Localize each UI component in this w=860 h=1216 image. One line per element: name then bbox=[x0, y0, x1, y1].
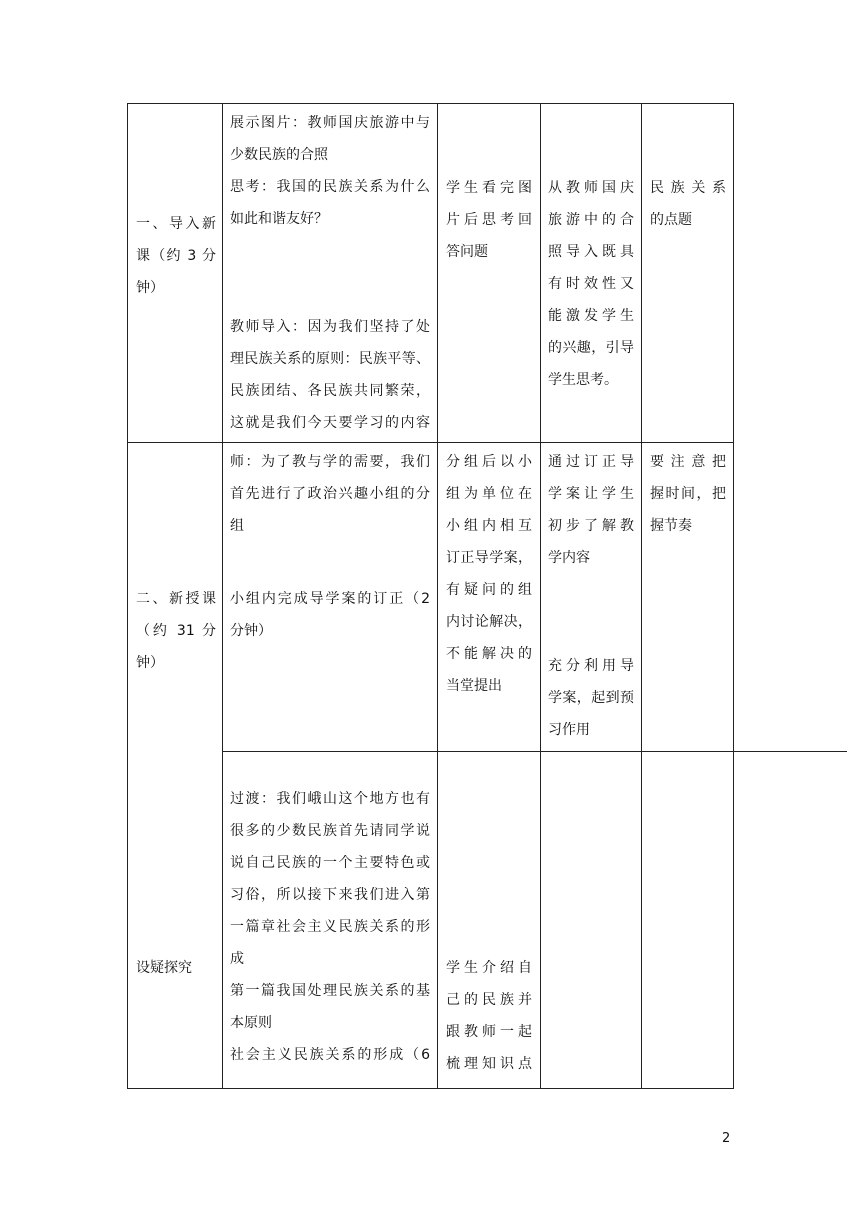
row2-design-intent-2 bbox=[548, 650, 634, 746]
text-line: 能激发学生 bbox=[548, 308, 634, 324]
text-line: 民族团结、各民族共同繁荣， bbox=[230, 383, 430, 399]
text-line: 一篇章社会主义民族关系的形 bbox=[230, 919, 430, 935]
row3-stage bbox=[136, 952, 216, 984]
text-line: 习作用 bbox=[548, 722, 590, 738]
row1-note bbox=[650, 172, 726, 236]
text-line: 钟） bbox=[136, 280, 164, 296]
row2-teacher-activity bbox=[230, 446, 430, 542]
row2-teacher-task bbox=[230, 583, 430, 647]
text-line: 当堂提出 bbox=[446, 678, 502, 694]
table-bottom-border bbox=[127, 1088, 734, 1089]
row1-teacher-intro bbox=[230, 311, 430, 439]
text-line: 通过订正导 bbox=[548, 454, 634, 470]
text-line: 的点题 bbox=[650, 212, 692, 228]
column-border-1 bbox=[222, 103, 223, 1089]
text-line: 从教师国庆 bbox=[548, 180, 634, 196]
row-divider-2 bbox=[222, 751, 847, 752]
text-line: 学内容 bbox=[548, 550, 590, 566]
text-line: 很多的少数民族首先请同学说 bbox=[230, 823, 430, 839]
row1-design-intent bbox=[548, 172, 634, 396]
text-line: 充分利用导 bbox=[548, 658, 634, 674]
row2-design-intent bbox=[548, 446, 634, 574]
text-line: 学生看完图 bbox=[446, 180, 532, 196]
text-line: 照导入既具 bbox=[548, 244, 634, 260]
text-line: 学生介绍自 bbox=[446, 960, 532, 976]
text-line: 初步了解教 bbox=[548, 518, 634, 534]
column-border-right bbox=[733, 103, 734, 1089]
text-line: 课（约 3 分 bbox=[136, 248, 216, 264]
text-line: 展示图片：教师国庆旅游中与 bbox=[230, 115, 430, 131]
text-line: 有时效性又 bbox=[548, 276, 634, 292]
text-line: 小组内完成导学案的订正（2 bbox=[230, 591, 430, 607]
row1-student-activity bbox=[446, 172, 532, 268]
text-line: 说自己民族的一个主要特色或 bbox=[230, 855, 430, 871]
text-line: 的兴趣，引导 bbox=[548, 340, 634, 356]
text-line: 成 bbox=[230, 951, 244, 967]
page-number: 2 bbox=[722, 1131, 731, 1146]
text-line: 答问题 bbox=[446, 244, 488, 260]
text-line: 不能解决的 bbox=[446, 646, 532, 662]
text-line: 过渡：我们峨山这个地方也有 bbox=[230, 791, 430, 807]
text-line: 教师导入：因为我们坚持了处 bbox=[230, 319, 430, 335]
text-line: （约 31 分 bbox=[136, 623, 216, 639]
row1-teacher-activity bbox=[230, 107, 430, 235]
column-border-2 bbox=[437, 103, 438, 1089]
text-line: 要注意把 bbox=[650, 454, 726, 470]
row2-note bbox=[650, 446, 726, 542]
text-line: 小组内相互 bbox=[446, 518, 532, 534]
text-line: 有疑问的组 bbox=[446, 582, 532, 598]
text-line: 师：为了教与学的需要，我们 bbox=[230, 454, 430, 470]
text-line: 梳理知识点 bbox=[446, 1056, 532, 1072]
text-line: 第一篇我国处理民族关系的基 bbox=[230, 983, 430, 999]
text-line: 学案，起到预 bbox=[548, 690, 634, 706]
text-line: 片后思考回 bbox=[446, 212, 532, 228]
text-line: 如此和谐友好？ bbox=[230, 211, 328, 227]
text-line: 习俗，所以接下来我们进入第 bbox=[230, 887, 430, 903]
column-border-left bbox=[127, 103, 128, 1089]
row2-student-activity bbox=[446, 446, 532, 702]
table-top-border bbox=[127, 103, 734, 104]
text-line: 少数民族的合照 bbox=[230, 147, 328, 163]
text-line: 握节奏 bbox=[650, 518, 692, 534]
text-line: 本原则 bbox=[230, 1015, 272, 1031]
row1-stage bbox=[136, 208, 216, 304]
text-line: 首先进行了政治兴趣小组的分 bbox=[230, 486, 430, 502]
text-line: 设疑探究 bbox=[136, 960, 192, 976]
text-line: 钟） bbox=[136, 655, 164, 671]
text-line: 思考：我国的民族关系为什么 bbox=[230, 179, 430, 195]
text-line: 这就是我们今天要学习的内容 bbox=[230, 415, 430, 431]
text-line: 社会主义民族关系的形成（6 bbox=[230, 1047, 430, 1063]
row2-stage bbox=[136, 583, 216, 679]
text-line: 订正导学案， bbox=[446, 550, 532, 566]
text-line: 握时间，把 bbox=[650, 486, 726, 502]
text-line: 学案让学生 bbox=[548, 486, 634, 502]
column-border-3 bbox=[540, 103, 541, 1089]
text-line: 组为单位在 bbox=[446, 486, 532, 502]
text-line: 民族关系 bbox=[650, 180, 726, 196]
text-line: 分组后以小 bbox=[446, 454, 532, 470]
column-border-4 bbox=[641, 103, 642, 1089]
text-line: 分钟） bbox=[230, 623, 272, 639]
text-line: 一、导入新 bbox=[136, 216, 216, 232]
text-line: 内讨论解决， bbox=[446, 614, 532, 630]
text-line: 学生思考。 bbox=[548, 372, 618, 388]
text-line: 跟教师一起 bbox=[446, 1024, 532, 1040]
text-line: 理民族关系的原则：民族平等、 bbox=[230, 351, 430, 367]
text-line: 旅游中的合 bbox=[548, 212, 634, 228]
row3-teacher-activity bbox=[230, 783, 430, 1071]
row3-student-activity bbox=[446, 952, 532, 1080]
text-line: 二、新授课 bbox=[136, 591, 216, 607]
text-line: 己的民族并 bbox=[446, 992, 532, 1008]
row-divider-1 bbox=[127, 442, 734, 443]
text-line: 组 bbox=[230, 518, 244, 534]
